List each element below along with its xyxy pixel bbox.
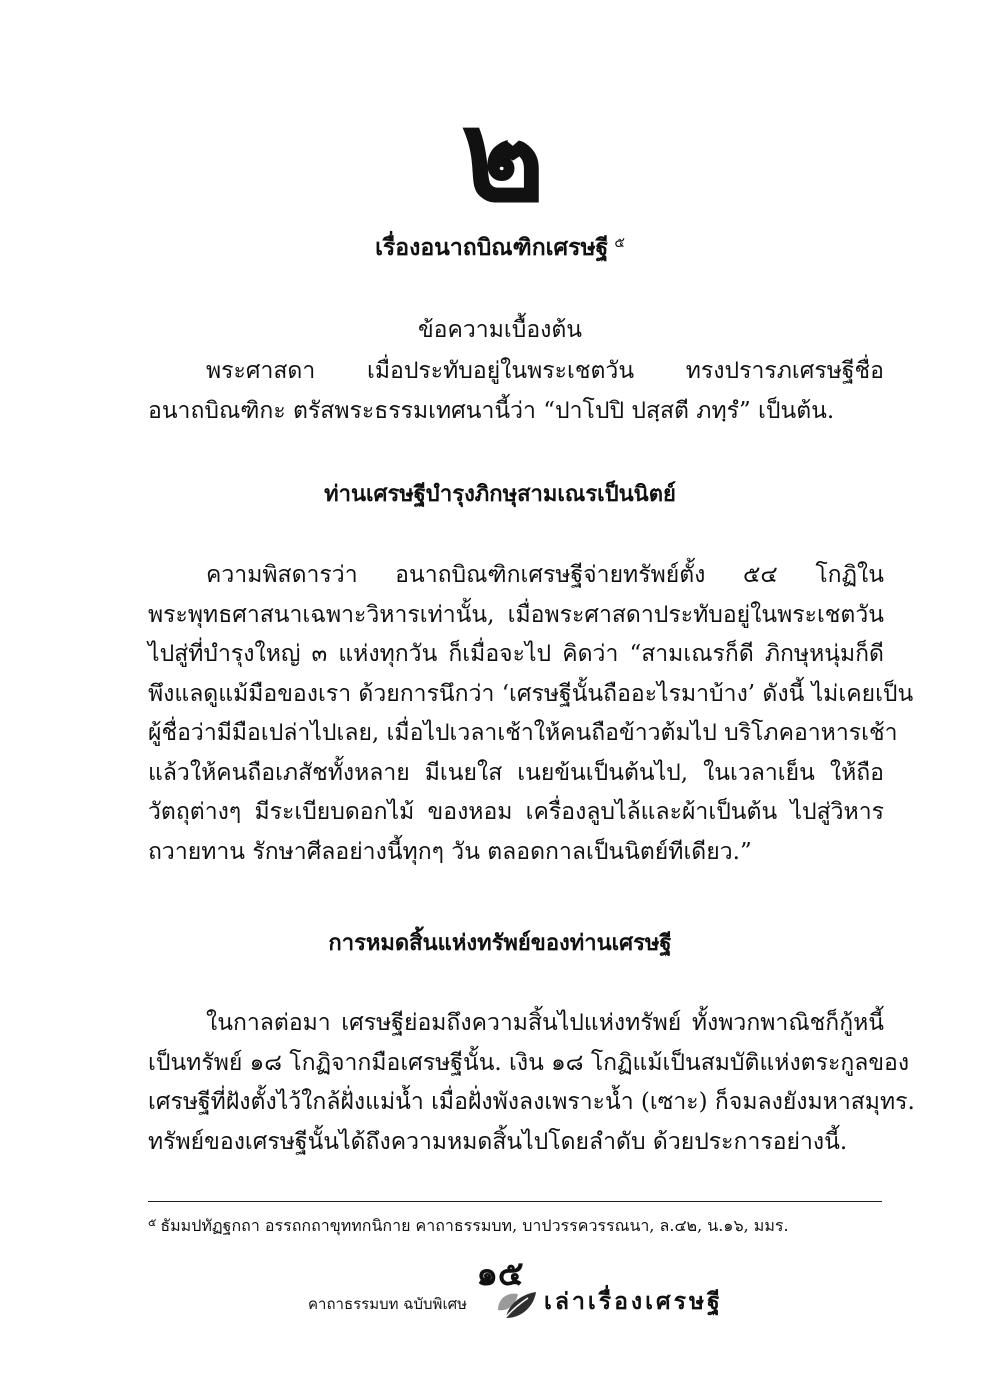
section-heading-2: การหมดสิ้นแห่งทรัพย์ของท่านเศรษฐี xyxy=(328,930,672,956)
paragraph-line: ถวายทาน รักษาศีลอย่างนี้ทุกๆ วัน ตลอดกาลเป็นนิตย์ทีเดียว.” xyxy=(148,838,752,865)
paragraph-line: ในกาลต่อมา เศรษฐีย่อมถึงความสิ้นไปแห่งทรัพย์ ทั้งพวกพาณิชก็กู้หนี้ xyxy=(206,1010,884,1036)
footnote-text: ธัมมปทัฏฐกถา อรรถกถาขุททกนิกาย คาถาธรรมบท, บาปวรรควรรณนา, ล.๔๒, น.๑๖, มมร. xyxy=(160,1216,789,1235)
footer-book-title: คาถาธรรมบท ฉบับพิเศษ xyxy=(308,1295,467,1313)
chapter-title-text: เรื่องอนาถบิณฑิกเศรษฐี xyxy=(375,234,609,261)
section2-paragraph xyxy=(148,1004,915,1162)
footnote-mark: ๕ xyxy=(148,1216,157,1229)
paragraph-line: ทรัพย์ของเศรษฐีนั้นได้ถึงความหมดสิ้นไปโดยลำดับ ด้วยประการอย่างนี้. xyxy=(148,1128,848,1155)
chapter-title xyxy=(0,226,1000,265)
paragraph-line: พึงแลดูแม้มือของเรา ด้วยการนึกว่า ‘เศรษฐีนั้นถืออะไรมาบ้าง’ ดังนี้ ไม่เคยเป็น xyxy=(148,680,914,707)
paragraph-line: อนาถบิณฑิกะ ตรัสพระธรรมเทศนานี้ว่า “ปาโปปิ ปสฺสตี ภทฺรํ” เป็นต้น. xyxy=(148,397,835,424)
footnote xyxy=(148,1210,888,1239)
chapter-number: ๒ xyxy=(460,81,540,231)
paragraph-line: ไปสู่ที่บำรุงใหญ่ ๓ แห่งทุกวัน ก็เมื่อจะไป คิดว่า “สามเณรก็ดี ภิกษุหนุ่มก็ดี xyxy=(148,641,884,667)
footer-series-title: เล่าเรื่องเศรษฐี xyxy=(544,1288,723,1315)
paragraph-line: เป็นทรัพย์ ๑๘ โกฏิจากมือเศรษฐีนั้น. เงิน ๑๘ โกฏิแม้เป็นสมบัติแห่งตระกูลของ xyxy=(148,1049,910,1076)
paragraph-line: พระศาสดา เมื่อประทับอยู่ในพระเชตวัน ทรงปรารภเศรษฐีชื่อ xyxy=(206,358,884,384)
paragraph-line: พระพุทธศาสนาเฉพาะวิหารเท่านั้น, เมื่อพระศาสดาประทับอยู่ในพระเชตวัน xyxy=(148,601,884,628)
paragraph-line: วัตถุต่างๆ มีระเบียบดอกไม้ ของหอม เครื่องลูบไล้และผ้าเป็นต้น ไปสู่วิหาร xyxy=(148,799,884,825)
section-heading-1: ท่านเศรษฐีบำรุงภิกษุสามเณรเป็นนิตย์ xyxy=(324,481,676,507)
intro-heading: ข้อความเบื้องต้น xyxy=(417,317,583,343)
paragraph-line: ผู้ชื่อว่ามีมือเปล่าไปเลย, เมื่อไปเวลาเช้าให้คนถือข้าวต้มไป บริโภคอาหารเช้า xyxy=(148,720,898,746)
paragraph-line: แล้วให้คนถือเภสัชทั้งหลาย มีเนยใส เนยข้นเป็นต้นไป, ในเวลาเย็น ให้ถือ xyxy=(148,759,884,786)
page-number: ๑๕ xyxy=(476,1254,524,1294)
section1-paragraph xyxy=(148,556,914,872)
paragraph-line: ความพิสดารว่า อนาถบิณฑิกเศรษฐีจ่ายทรัพย์ตั้ง ๕๔ โกฏิใน xyxy=(206,562,884,588)
leaf-icon xyxy=(492,1280,540,1324)
title-footnote-mark[interactable]: ๕ xyxy=(614,235,625,251)
footnote-divider xyxy=(148,1201,882,1202)
intro-paragraph xyxy=(148,352,884,431)
paragraph-line: เศรษฐีที่ฝังตั้งไว้ใกล้ฝั่งแม่น้ำ เมื่อฝั่งพังลงเพราะน้ำ (เซาะ) ก็จมลงยังมหาสมุทร. xyxy=(148,1089,915,1115)
